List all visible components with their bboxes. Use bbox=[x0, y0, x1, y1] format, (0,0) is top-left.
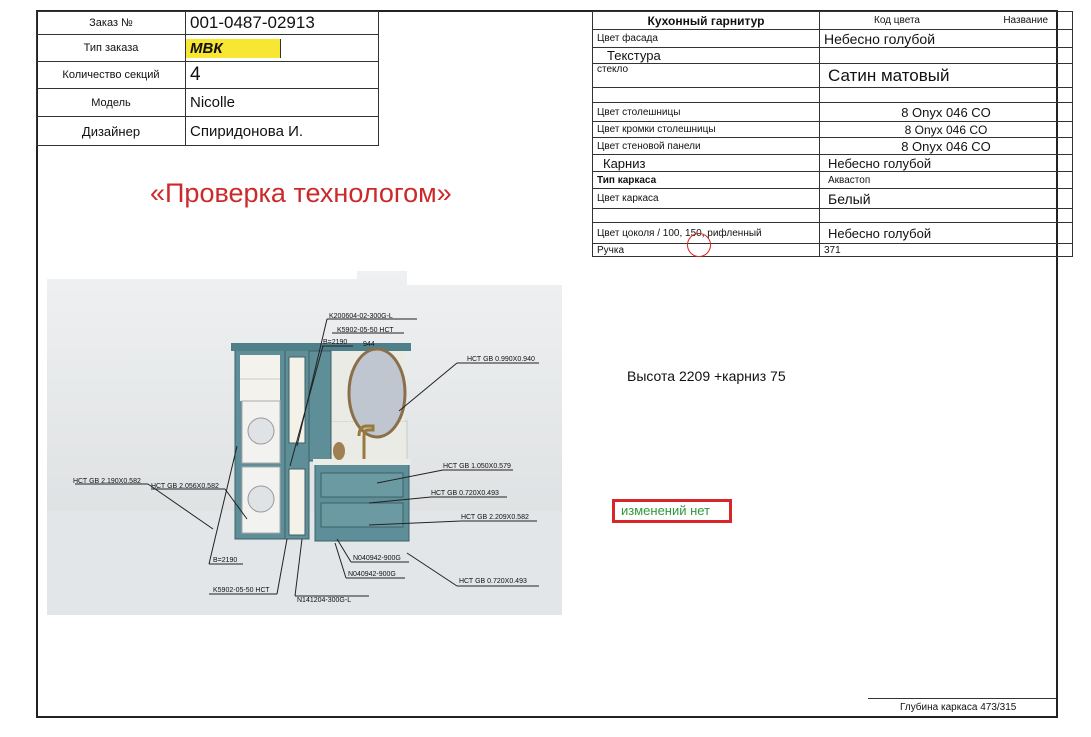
order-number-label: Заказ № bbox=[37, 12, 186, 35]
spec-row bbox=[593, 172, 1073, 189]
order-number-value: 001-0487-02913 bbox=[186, 12, 379, 35]
spec-label: Цвет столешницы bbox=[593, 103, 820, 122]
depth-underline bbox=[868, 698, 1056, 699]
spec-row bbox=[593, 30, 1073, 48]
label-hct-0990: НСТ GB 0.990X0.940 bbox=[467, 356, 535, 363]
label-k200604: K200604-02-300G-L bbox=[329, 313, 393, 320]
spec-row bbox=[593, 155, 1073, 172]
frame-bottom bbox=[36, 716, 1058, 718]
spec-value bbox=[820, 209, 1073, 223]
order-row-model bbox=[37, 89, 379, 117]
vanity-drawer-top bbox=[321, 473, 403, 497]
order-row-type bbox=[37, 35, 379, 62]
spec-row bbox=[593, 138, 1073, 155]
spec-label bbox=[593, 209, 820, 223]
spec-value: 8 Onyx 046 CO bbox=[820, 103, 1073, 122]
cabinet-render bbox=[47, 271, 562, 615]
spec-label: Карниз bbox=[593, 155, 820, 172]
spec-label: Цвет кромки столешницы bbox=[593, 122, 820, 138]
label-k5902-bottom: K5902-05-50 НСТ bbox=[213, 587, 270, 594]
kitchen-header-cols bbox=[820, 12, 1073, 30]
spec-value: Сатин матовый bbox=[820, 64, 1073, 88]
color-code-header: Код цвета bbox=[874, 15, 920, 26]
page-title: «Проверка технологом» bbox=[150, 178, 452, 208]
label-n040942a: N040942-900G bbox=[353, 555, 401, 562]
countertop bbox=[313, 459, 411, 465]
label-hct-2209: НСТ GB 2.209X0.582 bbox=[461, 514, 529, 521]
order-row-designer bbox=[37, 117, 379, 146]
label-hct-2056: НСТ GB 2.056X0.582 bbox=[151, 483, 219, 490]
annotation-circle bbox=[687, 233, 711, 257]
spec-row bbox=[593, 88, 1073, 103]
order-type-value: МВК bbox=[186, 39, 281, 58]
open-shelf bbox=[240, 355, 280, 401]
label-hct-0720a: НСТ GB 0.720X0.493 bbox=[431, 490, 499, 497]
spec-label: Текстура bbox=[593, 48, 820, 64]
depth-note: Глубина каркаса 473/315 bbox=[900, 702, 1017, 713]
spec-value bbox=[820, 48, 1073, 64]
spec-row bbox=[593, 122, 1073, 138]
order-row-number bbox=[37, 12, 379, 35]
label-n040942b: N040942-900G bbox=[348, 571, 396, 578]
vase bbox=[333, 442, 345, 460]
spec-value: 8 Onyx 046 CO bbox=[820, 122, 1073, 138]
kitchen-header: Кухонный гарнитур bbox=[593, 12, 820, 30]
washer-door-top bbox=[248, 418, 274, 444]
spec-label: Тип каркаса bbox=[593, 172, 820, 189]
spec-value: Небесно голубой bbox=[820, 30, 1073, 48]
mirror bbox=[349, 349, 405, 437]
kitchen-spec-table bbox=[592, 11, 1073, 257]
spec-label bbox=[593, 88, 820, 103]
spec-row bbox=[593, 244, 1073, 257]
spec-value: Небесно голубой bbox=[820, 155, 1073, 172]
label-b2190-top: B=2190 bbox=[323, 339, 348, 346]
label-hct-1050: НСТ GB 1.050X0.579 bbox=[443, 463, 511, 470]
spec-label: Цвет цоколя / 100, 150, рифленный bbox=[593, 223, 820, 244]
label-hct-0720b: НСТ GB 0.720X0.493 bbox=[459, 578, 527, 585]
spec-label: Цвет стеновой панели bbox=[593, 138, 820, 155]
designer-value: Спиридонова И. bbox=[186, 117, 379, 146]
spec-label: Цвет фасада bbox=[593, 30, 820, 48]
model-label: Модель bbox=[37, 89, 186, 117]
spec-label: Ручка bbox=[593, 244, 820, 257]
washer-door-bottom bbox=[248, 486, 274, 512]
sections-label: Количество секций bbox=[37, 62, 186, 89]
order-type-cell bbox=[186, 35, 379, 62]
spec-value bbox=[820, 88, 1073, 103]
order-info-table bbox=[36, 11, 379, 146]
spec-value: Небесно голубой bbox=[820, 223, 1073, 244]
sections-value: 4 bbox=[186, 62, 379, 89]
label-b2190-bottom: B=2190 bbox=[213, 557, 238, 564]
column-door-top bbox=[289, 357, 305, 443]
model-value: Nicolle bbox=[186, 89, 379, 117]
render-top-strip-right bbox=[407, 271, 562, 285]
vanity-drawer-bottom bbox=[321, 503, 403, 527]
order-type-label: Тип заказа bbox=[37, 35, 186, 62]
order-row-sections bbox=[37, 62, 379, 89]
designer-label: Дизайнер bbox=[37, 117, 186, 146]
name-header: Название bbox=[1003, 15, 1048, 26]
spec-row bbox=[593, 48, 1073, 64]
spec-row bbox=[593, 103, 1073, 122]
spec-value: 371 bbox=[820, 244, 1073, 257]
label-944: 944 bbox=[363, 341, 375, 348]
label-k5902-top: K5902-05-50 НСТ bbox=[337, 327, 394, 334]
spec-value: Белый bbox=[820, 189, 1073, 209]
spec-label: Цвет каркаса bbox=[593, 189, 820, 209]
spec-label: стекло bbox=[593, 64, 820, 88]
spec-row bbox=[593, 209, 1073, 223]
spec-row bbox=[593, 223, 1073, 244]
spec-value: 8 Onyx 046 CO bbox=[820, 138, 1073, 155]
no-changes-note: изменений нет bbox=[612, 499, 732, 523]
spec-value: Аквастоп bbox=[820, 172, 1073, 189]
side-panel bbox=[309, 351, 331, 461]
column-door-bottom bbox=[289, 469, 305, 535]
height-note: Высота 2209 +карниз 75 bbox=[627, 368, 786, 384]
render-top-strip bbox=[47, 271, 357, 279]
label-hct-2190: НСТ GB 2.190X0.582 bbox=[73, 478, 141, 485]
kitchen-header-row bbox=[593, 12, 1073, 30]
spec-row bbox=[593, 64, 1073, 88]
spec-row bbox=[593, 189, 1073, 209]
label-n141204: N141204-300G-L bbox=[297, 597, 352, 604]
